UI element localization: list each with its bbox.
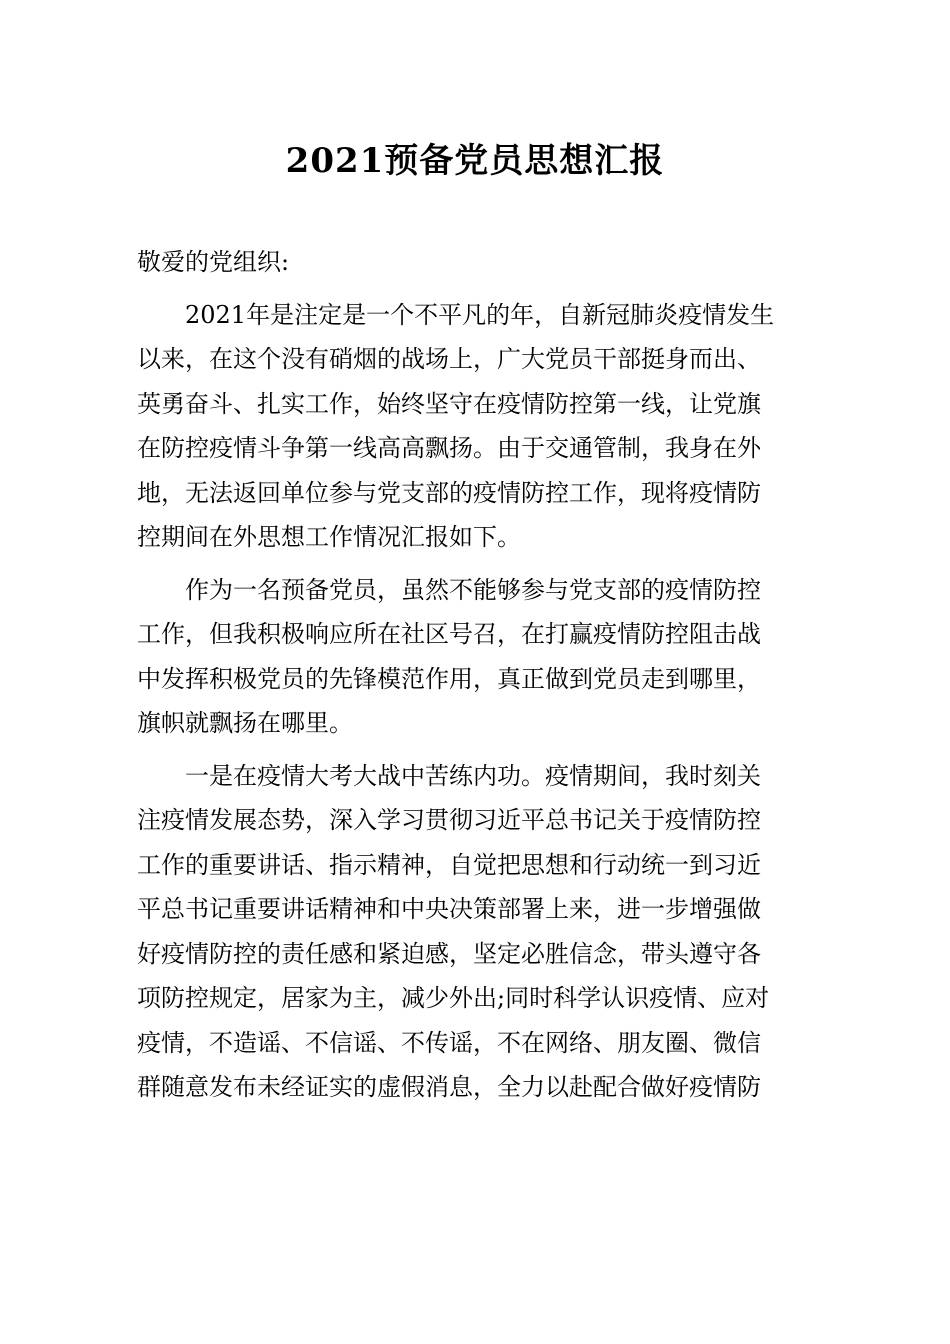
paragraph-line: 旗帜就飘扬在哪里。: [137, 709, 353, 737]
paragraph-3: [137, 754, 815, 1110]
document-title: 2021预备党员思想汇报: [285, 141, 665, 181]
paragraph-line: 中发挥积极党员的先锋模范作用，真正做到党员走到哪里，: [137, 664, 761, 693]
paragraph-line: 以来，在这个没有硝烟的战场上，广大党员干部挺身而出、: [137, 345, 761, 373]
paragraph-line: 平总书记重要讲话精神和中央决策部署上来，进一步增强做: [137, 895, 761, 923]
paragraph-line: 控期间在外思想工作情况汇报如下。: [137, 523, 521, 551]
paragraph-line: 地，无法返回单位参与党支部的疫情防控工作，现将疫情防: [137, 478, 761, 507]
paragraph-line: 好疫情防控的责任感和紧迫感，坚定必胜信念，带头遵守各: [137, 939, 761, 968]
salutation: 敬爱的党组织:: [137, 248, 290, 276]
paragraph-2: [137, 568, 815, 746]
paragraph-line: 工作，但我积极响应所在社区号召，在打赢疫情防控阻击战: [137, 620, 761, 648]
paragraph-line: 英勇奋斗、扎实工作，始终坚守在疫情防控第一线，让党旗: [137, 389, 761, 418]
paragraph-line: 一是在疫情大考大战中苦练内功。疫情期间，我时刻关: [137, 761, 761, 790]
paragraph-line: 作为一名预备党员，虽然不能够参与党支部的疫情防控: [137, 575, 761, 604]
paragraph-spacer: [137, 746, 815, 754]
paragraph-line: 疫情，不造谣、不信谣、不传谣，不在网络、朋友圈、微信: [137, 1028, 761, 1057]
document-body: [137, 240, 815, 1110]
paragraph-line: 2021年是注定是一个不平凡的年，自新冠肺炎疫情发生: [137, 300, 775, 329]
paragraph-line: 项防控规定，居家为主，减少外出;同时科学认识疫情、应对: [137, 984, 770, 1012]
paragraph-line: 在防控疫情斗争第一线高高飘扬。由于交通管制，我身在外: [137, 434, 761, 462]
paragraph-line: 工作的重要讲话、指示精神，自觉把思想和行动统一到习近: [137, 850, 761, 879]
paragraph-spacer: [137, 560, 815, 568]
paragraph-line: 群随意发布未经证实的虚假消息，全力以赴配合做好疫情防: [137, 1073, 761, 1101]
paragraph-1: [137, 293, 815, 560]
paragraph-line: 注疫情发展态势，深入学习贯彻习近平总书记关于疫情防控: [137, 806, 761, 834]
